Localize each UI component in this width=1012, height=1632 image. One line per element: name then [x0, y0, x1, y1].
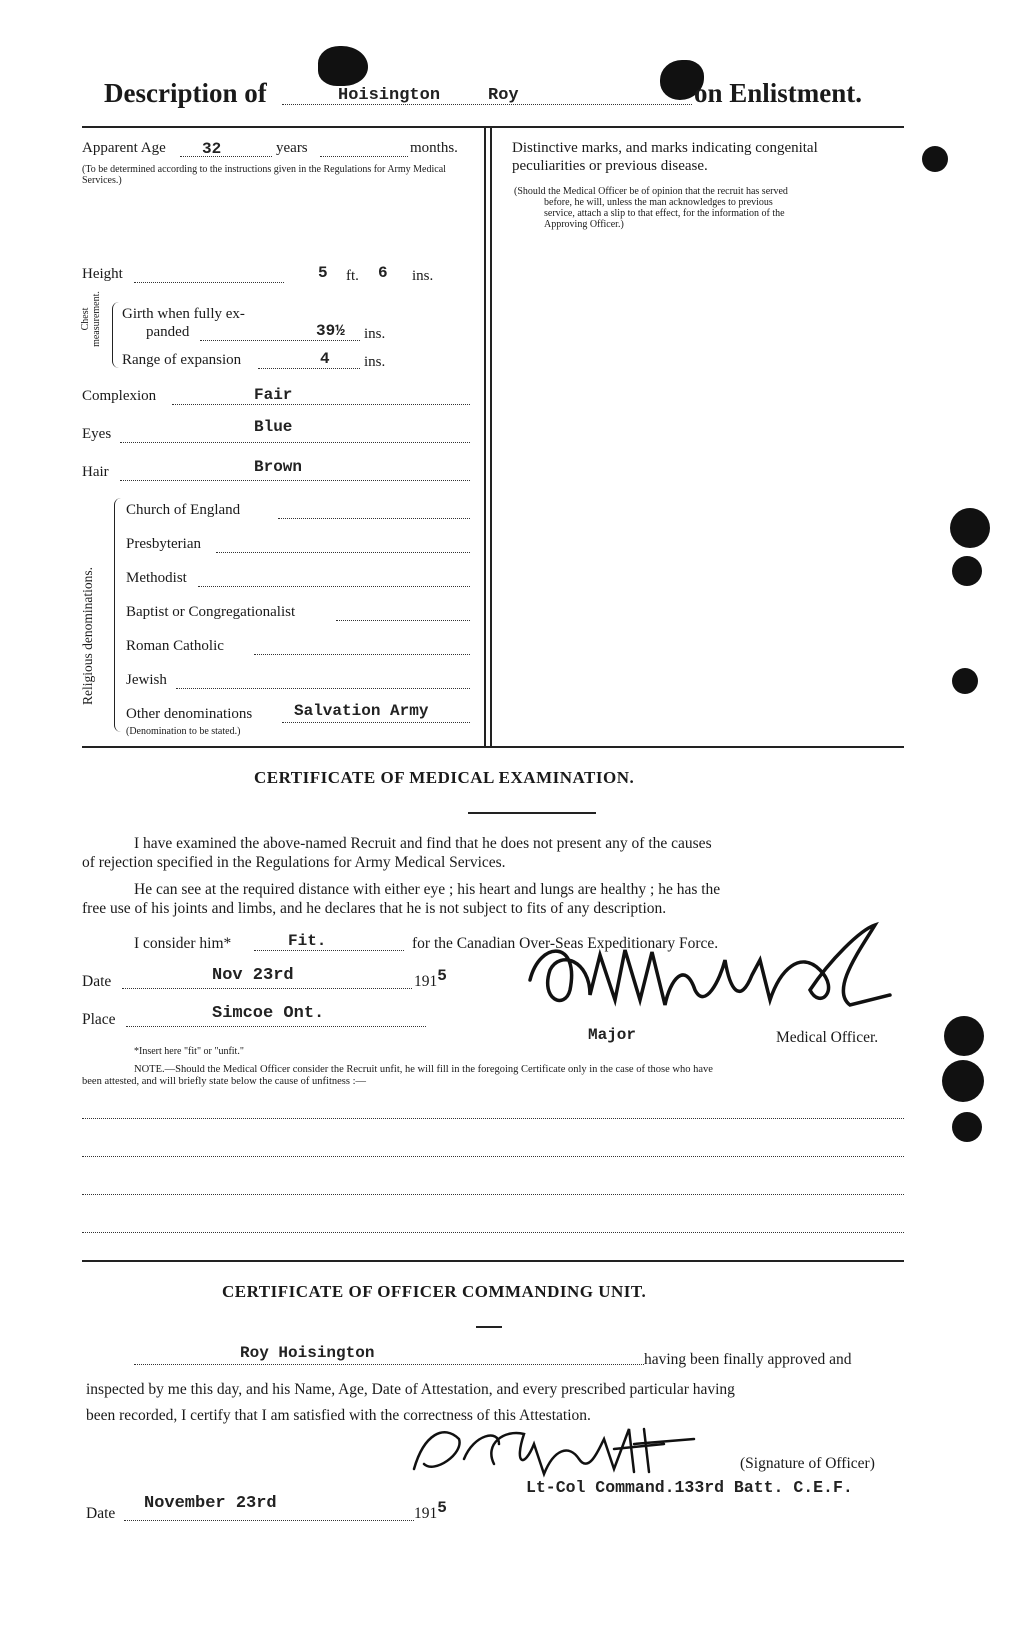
years-label: years — [276, 140, 308, 156]
top-rule — [82, 126, 904, 128]
commanding-year-prefix: 191 — [414, 1505, 438, 1522]
religion-line-1 — [278, 518, 470, 519]
chest-side-text: Chest measurement. — [80, 291, 102, 347]
marks-heading-1: Distinctive marks, and marks indicating congenital — [512, 140, 818, 156]
medical-year-prefix: 191 — [414, 973, 438, 990]
punch-hole — [952, 556, 982, 586]
months-line — [320, 156, 408, 157]
consider-rest: for the Canadian Over-Seas Expeditionary Force. — [412, 935, 719, 952]
religion-line-2 — [216, 552, 470, 553]
commanding-year-digit: 5 — [437, 1499, 447, 1517]
column-divider-2 — [490, 126, 492, 746]
punch-hole — [952, 1112, 982, 1142]
medical-date-year — [414, 967, 447, 992]
age-line — [180, 156, 272, 157]
punch-hole — [950, 508, 990, 548]
age-note — [82, 164, 482, 186]
commanding-date-year — [414, 1499, 447, 1524]
medical-date-value: Nov 23rd — [212, 966, 294, 985]
religion-baptist: Baptist or Congregationalist — [126, 604, 296, 620]
religion-line-3 — [198, 586, 470, 587]
punch-hole — [944, 1016, 984, 1056]
girth-unit: ins. — [364, 326, 386, 342]
consider-label: I consider him* — [134, 935, 232, 952]
commanding-name-value: Roy Hoisington — [240, 1344, 375, 1362]
religion-methodist: Methodist — [126, 570, 187, 586]
chest-brace — [112, 302, 119, 368]
consider-value: Fit. — [288, 932, 327, 950]
medical-year-digit: 5 — [437, 967, 447, 985]
religion-line-7 — [282, 722, 470, 723]
commanding-rank-line: Lt-Col Command.133rd Batt. C.E.F. — [526, 1478, 853, 1497]
commanding-date-label: Date — [86, 1505, 116, 1522]
age-label: Apparent Age — [82, 140, 166, 156]
column-divider-1 — [484, 126, 486, 746]
height-ins-value: 6 — [378, 264, 388, 282]
heading-underline — [468, 812, 596, 814]
place-label: Place — [82, 1011, 116, 1028]
medical-heading: CERTIFICATE OF MEDICAL EXAMINATION. — [254, 768, 635, 787]
religion-other-note: (Denomination to be stated.) — [126, 726, 241, 737]
medical-para1-line2: of rejection specified in the Regulations for Army Medical Services. — [82, 854, 506, 871]
eyes-value: Blue — [254, 418, 293, 436]
complexion-label: Complexion — [82, 388, 157, 404]
girth-line — [200, 340, 360, 341]
religion-side-label — [80, 566, 96, 706]
girth-label-1: Girth when fully ex- — [122, 306, 245, 322]
place-line — [126, 1026, 426, 1027]
medical-para2-line1: He can see at the required distance with either eye ; his heart and lungs are healthy ; he has the — [134, 881, 721, 898]
height-ft-value: 5 — [318, 264, 328, 282]
medical-officer-rank: Major — [588, 1026, 637, 1044]
range-line — [258, 368, 360, 369]
surname-value: Hoisington — [338, 86, 441, 105]
given-name-value: Roy — [488, 86, 519, 105]
religion-jewish: Jewish — [126, 672, 167, 688]
range-unit: ins. — [364, 354, 386, 370]
chest-side-label — [80, 284, 102, 354]
marks-note-1: (Should the Medical Officer be of opinion that the recruit has served — [514, 186, 788, 197]
insert-note: *Insert here "fit" or "unfit." — [134, 1046, 244, 1057]
religion-side-text: Religious denominations. — [80, 567, 95, 705]
religion-line-5 — [254, 654, 470, 655]
section-rule-2 — [82, 1260, 904, 1262]
medical-officer-signature — [520, 920, 900, 1030]
height-label: Height — [82, 266, 123, 282]
height-line — [134, 282, 284, 283]
title-right: on Enlistment. — [694, 78, 863, 108]
commanding-line3: been recorded, I certify that I am satisfied with the correctness of this Attestation. — [86, 1407, 591, 1424]
months-label: months. — [410, 140, 458, 156]
medical-date-label: Date — [82, 973, 112, 990]
medical-date-line — [122, 988, 412, 989]
note-line-1: NOTE.—Should the Medical Officer consider the Recruit unfit, he will fill in the foregoing Certificate only in the case of those who have — [134, 1064, 713, 1075]
commanding-date-line — [124, 1520, 414, 1521]
marks-heading-2: peculiarities or previous disease. — [512, 158, 708, 174]
religion-church-of-england: Church of England — [126, 502, 241, 518]
unfitness-line-4 — [82, 1232, 904, 1233]
marks-note-3: service, attach a slip to that effect, for the information of the — [544, 208, 785, 219]
commanding-officer-signature — [404, 1414, 724, 1484]
ins-label: ins. — [412, 268, 434, 284]
hair-value: Brown — [254, 458, 303, 476]
note-line-2: been attested, and will briefly state below the cause of unfitness :— — [82, 1076, 366, 1087]
complexion-value: Fair — [254, 386, 293, 404]
religion-line-4 — [336, 620, 470, 621]
age-note-text: (To be determined according to the instructions given in the Regulations for Army Medical Services.) — [82, 164, 446, 186]
commanding-heading-underline — [476, 1326, 502, 1328]
unfitness-line-3 — [82, 1194, 904, 1195]
eyes-line — [120, 442, 470, 443]
ft-label: ft. — [346, 268, 359, 284]
title-left: Description of — [104, 78, 267, 108]
religion-other-label: Other denominations — [126, 706, 253, 722]
place-value: Simcoe Ont. — [212, 1004, 325, 1023]
hair-line — [120, 480, 470, 481]
marks-note-4: Approving Officer.) — [544, 219, 624, 230]
eyes-label: Eyes — [82, 426, 112, 442]
form-title — [104, 78, 267, 109]
hair-label: Hair — [82, 464, 109, 480]
punch-hole — [942, 1060, 984, 1102]
medical-officer-label: Medical Officer. — [776, 1029, 879, 1046]
commanding-date-value: November 23rd — [144, 1494, 277, 1513]
girth-label-2: panded — [146, 324, 190, 340]
ink-blot — [318, 46, 368, 86]
religion-roman-catholic: Roman Catholic — [126, 638, 224, 654]
range-value: 4 — [320, 350, 330, 368]
religion-line-6 — [176, 688, 470, 689]
religion-presbyterian: Presbyterian — [126, 536, 201, 552]
signature-of-officer-label: (Signature of Officer) — [740, 1455, 875, 1472]
commanding-line1-rest: having been finally approved and — [644, 1351, 852, 1368]
medical-para2-line2: free use of his joints and limbs, and he declares that he is not subject to fits of any description. — [82, 900, 667, 917]
range-label: Range of expansion — [122, 352, 242, 368]
commanding-heading: CERTIFICATE OF OFFICER COMMANDING UNIT. — [222, 1282, 647, 1301]
commanding-line2: inspected by me this day, and his Name, Age, Date of Attestation, and every prescribed particular having — [86, 1381, 735, 1398]
medical-para1-line1: I have examined the above-named Recruit and find that he does not present any of the causes — [134, 835, 712, 852]
girth-value: 39½ — [316, 322, 345, 340]
religion-other-value: Salvation Army — [294, 702, 429, 720]
section-rule-1 — [82, 746, 904, 748]
punch-hole — [922, 146, 948, 172]
unfitness-line-1 — [82, 1118, 904, 1119]
unfitness-line-2 — [82, 1156, 904, 1157]
consider-line — [254, 950, 404, 951]
complexion-line — [172, 404, 470, 405]
marks-note-2: before, he will, unless the man acknowledges to previous — [544, 197, 773, 208]
religion-brace — [114, 498, 121, 732]
age-value: 32 — [202, 140, 222, 158]
commanding-name-line — [134, 1364, 644, 1365]
punch-hole — [952, 668, 978, 694]
